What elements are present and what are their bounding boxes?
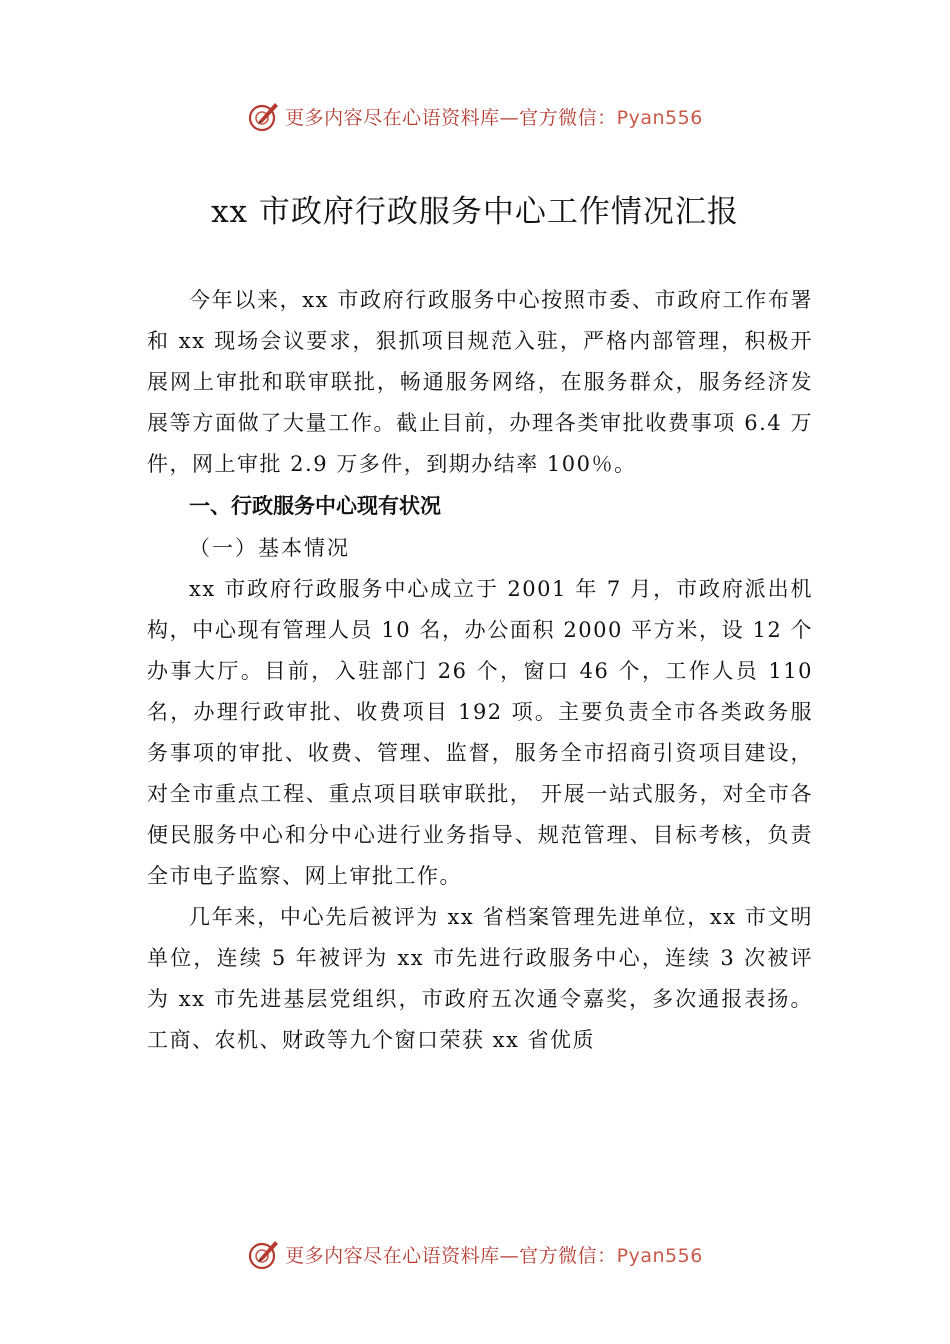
subsection-heading-1-1: （一）基本情况	[189, 536, 350, 560]
paragraph-achievements: 几年来，中心先后被评为 xx 省档案管理先进单位，xx 市文明单位，连续 5 年被评为 xx 市先进行政服务中心，连续 3 次被评为 xx 市先进基层党组织，市政府五次通令嘉奖，多次通报表扬。工商、农机、财政等九个窗口荣获 xx 省优质	[147, 905, 813, 1052]
watermark-banner-bottom	[0, 1234, 950, 1274]
pen-logo-icon	[247, 99, 281, 133]
document-body	[147, 280, 813, 1061]
watermark-text: 更多内容尽在心语资料库—官方微信：	[285, 1244, 617, 1267]
watermark-wechat-id: Pyan556	[616, 1244, 703, 1267]
paragraph-basic-info: xx 市政府行政服务中心成立于 2001 年 7 月，市政府派出机构，中心现有管理人员 10 名，办公面积 2000 平方米，设 12 个办事大厅。目前，入驻部门 26 个，窗口 46 个，工作人员 110 名，办理行政审批、收费项目 192 项。主要负责全市各类政务服务事项的审批、收费、管理、监督，服务全市招商引资项目建设，对全市重点工程、重点项目联审联批， 开展一站式服务，对全市各便民服务中心和分中心进行业务指导、规范管理、目标考核，负责全市电子监察、网上审批工作。	[147, 577, 813, 888]
document-title: xx 市政府行政服务中心工作情况汇报	[211, 194, 739, 230]
watermark-wechat-id: Pyan556	[616, 106, 703, 129]
watermark-banner-top	[0, 96, 950, 136]
pen-logo-icon	[247, 1237, 281, 1271]
watermark-text: 更多内容尽在心语资料库—官方微信：	[285, 106, 617, 129]
section-heading-1: 一、行政服务中心现有状况	[189, 494, 441, 518]
paragraph-intro: 今年以来，xx 市政府行政服务中心按照市委、市政府工作布署和 xx 现场会议要求，狠抓项目规范入驻，严格内部管理，积极开展网上审批和联审联批，畅通服务网络，在服务群众，服务经济发展等方面做了大量工作。截止目前，办理各类审批收费事项 6.4 万件，网上审批 2.9 万多件，到期办结率 100％。	[147, 288, 813, 476]
